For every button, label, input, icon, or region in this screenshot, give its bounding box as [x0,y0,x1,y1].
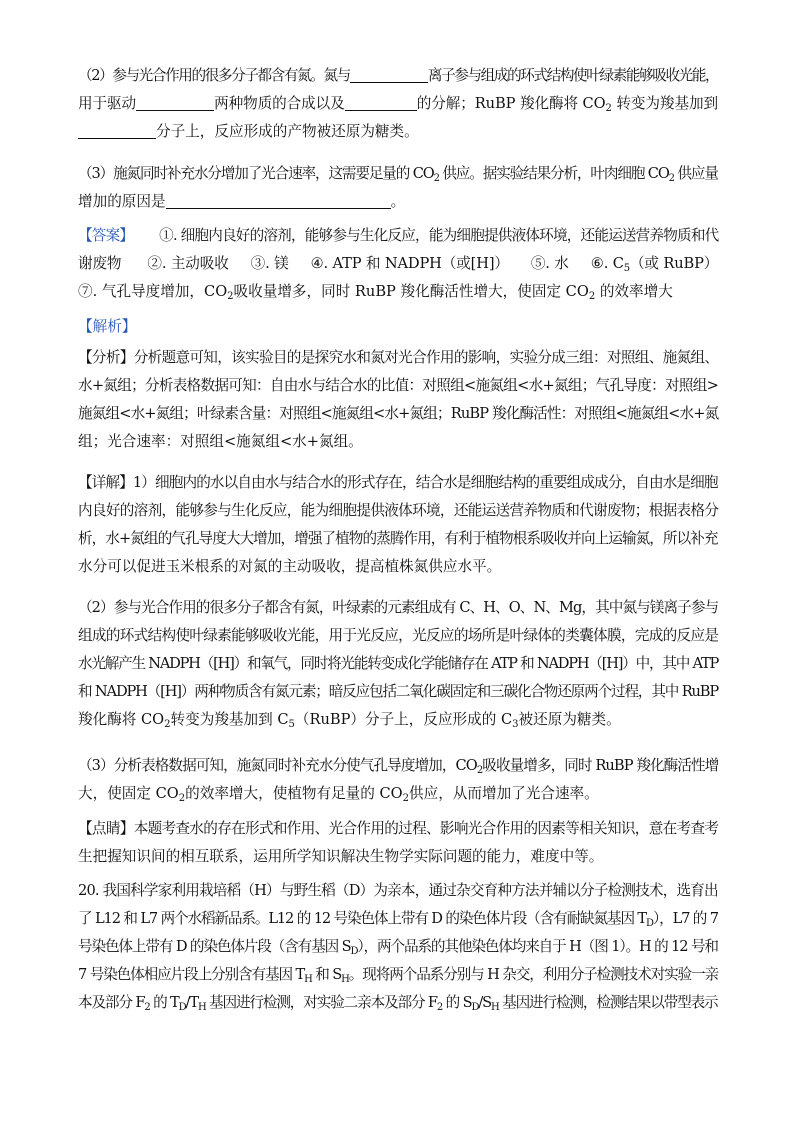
detail2-line-1: （2）参与光合作用的很多分子都含有氮，叶绿素的元素组成有 C、H、O、N、Mg，其中氮与镁离子参与 [78,599,719,616]
key-point-tag: 【点睛】 [78,820,134,837]
detail3-line-1: （3）分析表格数据可知，施氮同时补充水分使气孔导度增加，$CO_2$吸收量增多，同时 RuBP 羧化酶活性增 [78,757,719,776]
analysis-line-3: 施氮组<水+氮组；叶绿素含量：对照组<施氮组<水+氮组；RuBP 羧化酶活性：对照组<施氮组<水+氮 [78,405,719,422]
answer-blank[interactable] [78,122,156,139]
q2-line-3: 分子上，反应形成的产物被还原为糖类。 [78,118,718,146]
question-3 [78,160,718,216]
answer-blank[interactable] [345,94,417,111]
q3-line-1: （3）施氮同时补充水分增加了光合速率，这需要足量的 $CO_2$ 供应。据实验结果分析，叶肉细胞 $CO_2$ 供应量 [78,165,718,184]
answer-blank[interactable] [136,94,214,111]
q2-line-1: （2）参与光合作用的很多分子都含有氮。氮与 离子参与组成的环式结构使叶绿素能够吸收光能， [78,67,719,84]
answer-tag: 【答案】 [78,227,134,244]
q20-line-1: 20. 我国科学家利用栽培稻（H）与野生稻（D）为亲本，通过杂交育种方法并辅以分子检测技术，选育出 [78,882,718,899]
detail-line-3: 析，水+氮组的气孔导度大大增加，增强了植物的蒸腾作用，有利于植物根系吸收并向上运输氮，所以补充 [78,530,718,547]
detail2-line-4: 和 NADPH（[H]）两种物质含有氮元素；暗反应包括二氧化碳固定和三碳化合物还原两个过程，其中 RuBP [78,683,719,700]
analysis-tag: 【分析】 [78,349,134,366]
detail-tag: 【详解】 [78,474,133,491]
detail2-line-3: 水光解产生 NADPH（[H]）和氧气，同时将光能转变成化学能储存在 ATP 和 NADPH（[H]）中，其中 ATP [78,655,719,672]
analysis-line-2: 水+氮组；分析表格数据可知：自由水与结合水的比值：对照组<施氮组<水+氮组；气孔导度：对照组> [78,377,719,394]
jiexi-section [78,313,718,341]
answer-line-1: 【答案】 ①. 细胞内良好的溶剂，能够参与生化反应，能为细胞提供液体环境，还能运送营养物质和代 [78,227,719,244]
detail-line-1: 【详解】1）细胞内的水以自由水与结合水的形式存在，结合水是细胞结构的重要组成成分，自由水是细胞 [78,474,718,491]
answer-line-2: 谢废物 ②. 主动吸收 ③. 镁 ④. ATP 和 NADPH（或[H]） ⑤. 水 ⑥. $C_5$（或 RuBP） [78,255,719,274]
answer-line-3: ⑦. 气孔导度增加，$CO_2$吸收量增多，同时 RuBP 羧化酶活性增大，使固定 $CO_2$ 的效率增大 [78,283,673,302]
answer-blank[interactable] [350,66,428,83]
detail-line-2: 内良好的溶剂，能够参与生化反应，能为细胞提供液体环境，还能运送营养物质和代谢废物；根据表格分 [78,502,719,519]
detail-line-4: 水分可以促进玉米根系的对氮的主动吸收，提高植株氮供应水平。 [78,558,502,575]
q2-line-2: 用于驱动 两种物质的合成以及 的分解；RuBP 羧化酶将 $CO_2$ 转变为羧基加到 [78,95,718,114]
q20-line-5: 本及部分 $F_2$ 的 $T_D/T_H$ 基因进行检测，对实验二亲本及部分 $F_2$ 的 $S_D/S_H$ 基因进行检测，检测结果以带型表示 [78,994,718,1013]
detail2-line-5: 羧化酶将 $CO_2$转变为羧基加到 $C_5(RuBP)$分子上，反应形成的 $C_3$被还原为糖类。 [78,711,621,730]
key-point-line-2: 生把握知识间的相互联系，运用所学知识解决生物学实际问题的能力，难度中等。 [78,848,604,865]
answer-section [78,222,718,306]
key-point-section [78,815,718,871]
analysis-line-1: 【分析】分析题意可知，该实验目的是探究水和氮对光合作用的影响，实验分成三组：对照组、施氮组、 [78,349,719,366]
question-2 [78,62,718,146]
q20-line-2: 了 L12 和 L7 两个水稻新品系。L12 的 12 号染色体上带有 D 的染色体片段（含有耐缺氮基因 $T_D$），L7 的 7 [78,910,718,929]
detail-section [78,469,718,581]
answer-blank[interactable] [166,192,391,209]
detail-part-3 [78,752,718,808]
detail3-line-2: 大，使固定 $CO_2$的效率增大，使植物有足量的 $CO_2$供应，从而增加了光合速率。 [78,785,599,804]
detail-part-2 [78,594,718,734]
question-20 [78,877,718,1017]
analysis-line-4: 组；光合速率：对照组<施氮组<水+氮组。 [78,433,363,450]
detail2-line-2: 组成的环式结构使叶绿素能够吸收光能，用于光反应，光反应的场所是叶绿体的类囊体膜，完成的反应是 [78,627,719,644]
q20-line-3: 号染色体上带有 D 的染色体片段（含有基因 $S_D$），两个品系的其他染色体均来自于 H（图 1）。H 的 12 号和 [78,938,718,957]
key-point-line-1: 【点睛】本题考查水的存在形式和作用、光合作用的过程、影响光合作用的因素等相关知识，意在考查考 [78,820,719,837]
jiexi-tag: 【解析】 [78,318,137,335]
analysis-section [78,344,718,456]
q20-line-4: 7 号染色体相应片段上分别含有基因 $T_H$ 和 $S_H$。现将两个品系分别与 H 杂交，利用分子检测技术对实验一亲 [78,966,719,985]
q3-line-2: 增加的原因是 。 [78,193,406,210]
